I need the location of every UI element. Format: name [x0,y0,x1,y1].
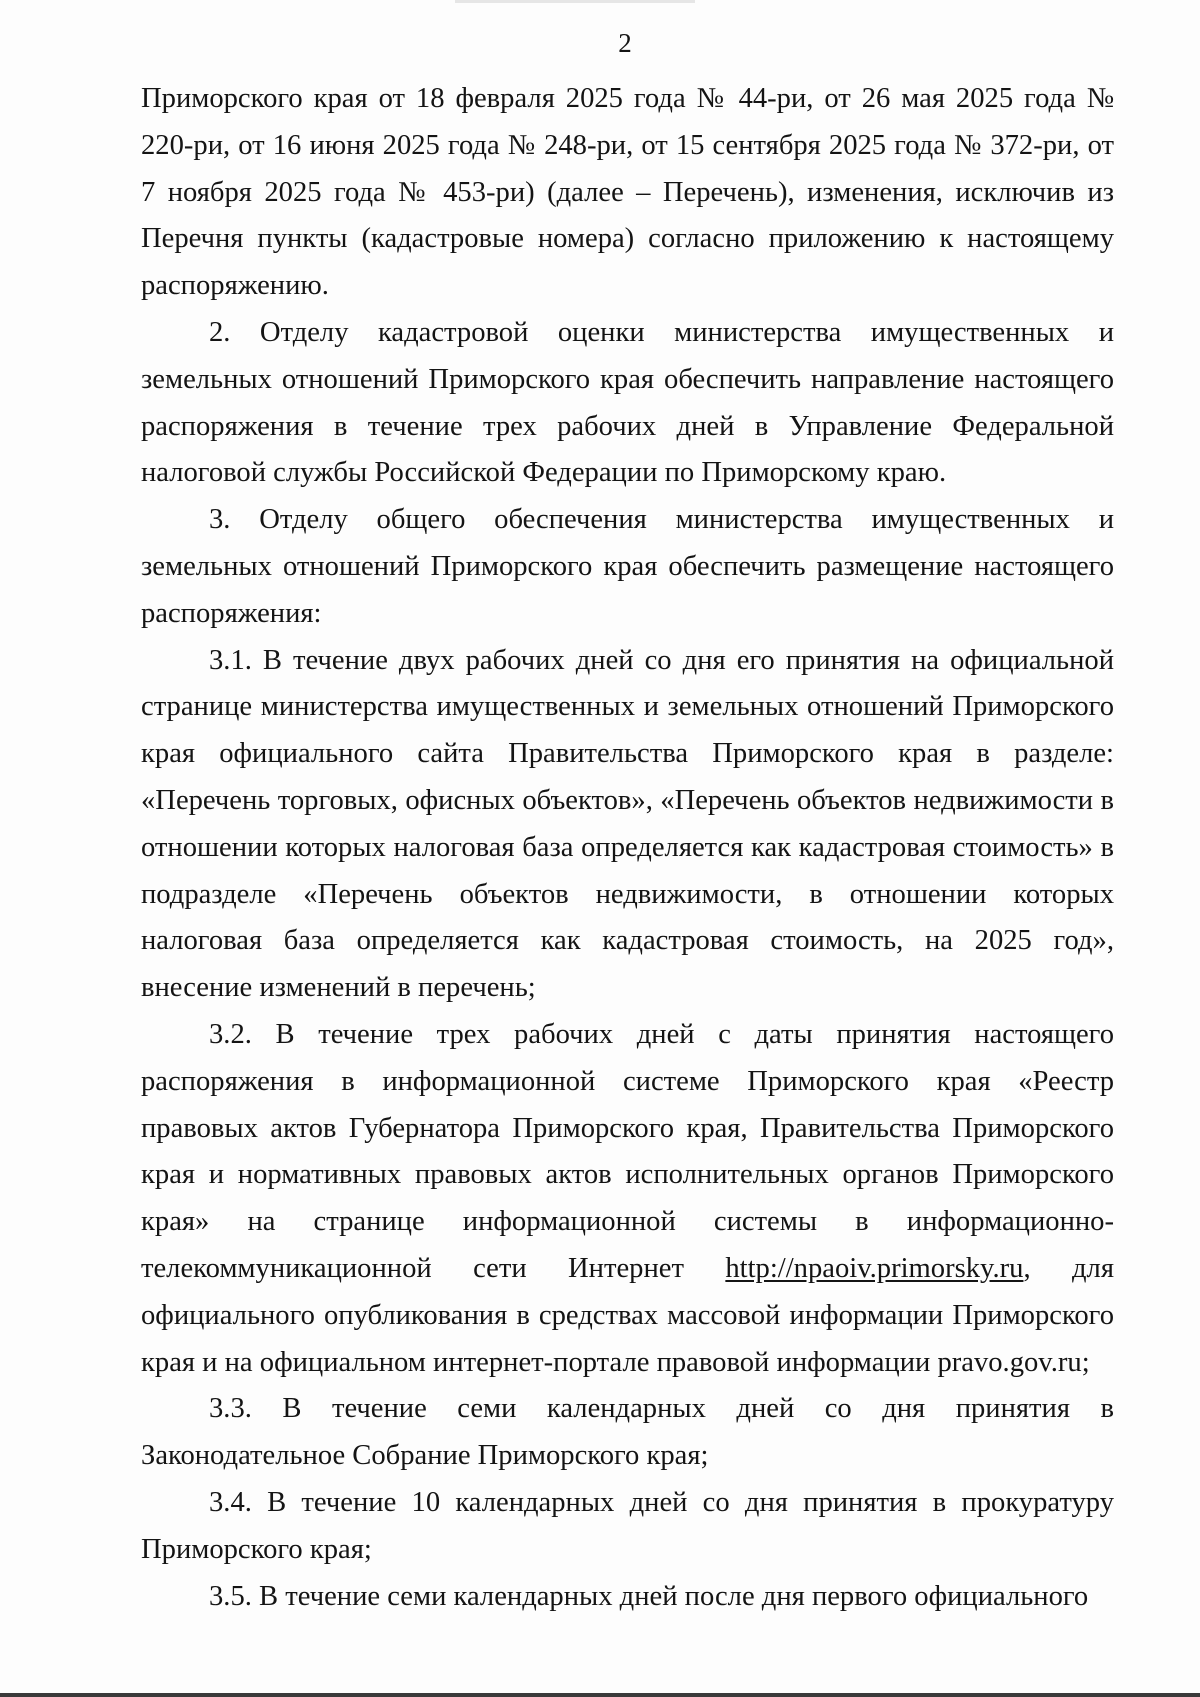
scan-bottom-edge [0,1693,1200,1697]
paragraph-item-3-4: 3.4. В течение 10 календарных дней со дня принятия в прокуратуру Приморского края; [141,1486,1114,1565]
paragraph-continuation: Приморского края от 18 февраля 2025 года № 44-ри, от 26 мая 2025 года № 220-ри, от 16 июня 2025 года № 248-ри, от 15 сентября 2025 года № 372-ри, от 7 ноября 2025 года № 453-ри) (далее – Перечень), изменения, исключив из Перечня пункты (кадастровые номера) согласно приложению к настоящему распоряжению. [141,83,1114,302]
paragraph-item-2: 2. Отделу кадастровой оценки министерства имущественных и земельных отношений Приморского края обеспечить направление настоящего распоряжения в течение трех рабочих дней в Управление Федеральной налоговой службы Российской Федерации по Приморскому краю. [141,316,1114,489]
paragraph-item-3-3: 3.3. В течение семи календарных дней со дня принятия в Законодательное Собрание Приморского края; [141,1393,1114,1472]
paragraph-item-3-5: 3.5. В течение семи календарных дней после дня первого официального [209,1580,1089,1612]
paragraph-item-3-2-text-after: , для официального опубликования в средствах массовой информации Приморского края и на официальном интернет-портале правовой информации pravo.gov.ru; [141,1252,1114,1378]
paragraph-item-3-1: 3.1. В течение двух рабочих дней со дня его принятия на официальной странице министерства имущественных и земельных отношений Приморского края официального сайта Правительства Приморского края в разделе: «Перечень торговых, офисных объектов», «Перечень объектов недвижимости в отношении которых налоговая база определяется как кадастровая стоимость» в подразделе «Перечень объектов недвижимости, в отношении которых налоговая база определяется как кадастровая стоимость, на 2025 год», внесение изменений в перечень; [141,644,1114,1004]
paragraph-item-3-2-text-before: 3.2. В течение трех рабочих дней с даты принятия настоящего распоряжения в информационной системе Приморского края «Реестр правовых актов Губернатора Приморского края, Правительства Приморского края и нормативных правовых актов исполнительных органов Приморского края» на странице информационной системы в информационно-телекоммуникационной сети Интернет [141,1018,1114,1284]
paragraph-item-3-2 [141,1012,1114,1386]
page-number: 2 [618,28,632,58]
npaoiv-link[interactable]: http://npaoiv.primorsky.ru [725,1252,1024,1284]
document-body [141,76,1114,1620]
paragraph-item-3: 3. Отделу общего обеспечения министерства имущественных и земельных отношений Приморского края обеспечить размещение настоящего распоряжения: [141,504,1114,629]
scan-artifact [455,0,695,3]
